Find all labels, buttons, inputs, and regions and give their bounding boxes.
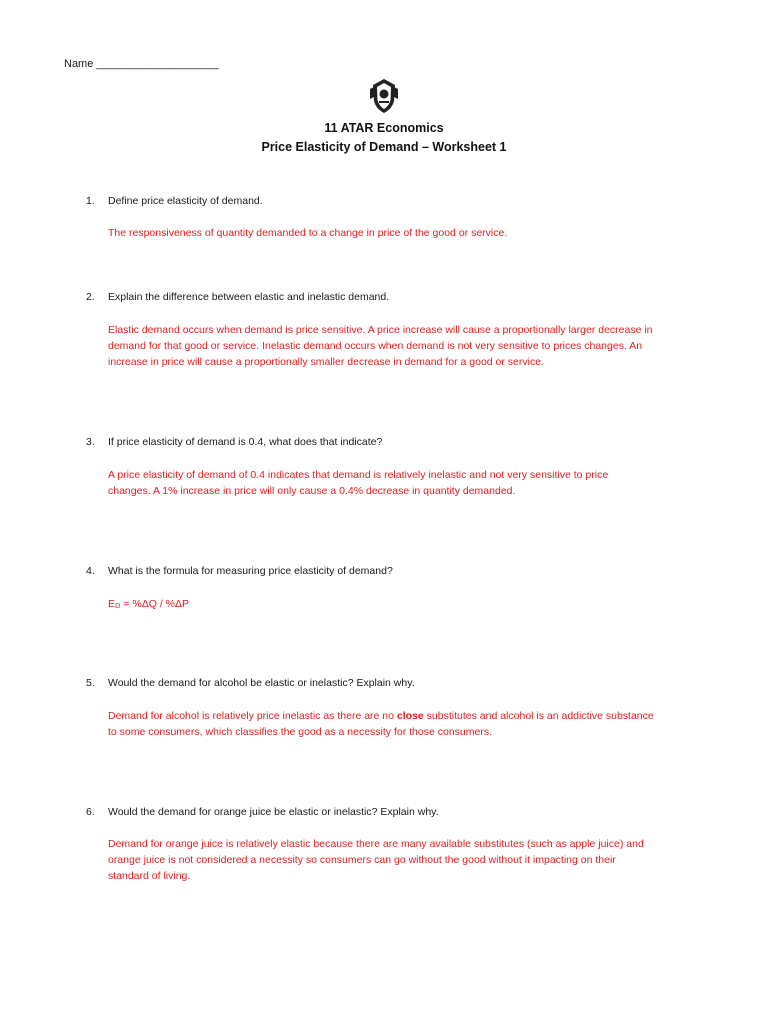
name-field-label: Name ____________________ — [64, 58, 219, 70]
answer-1 — [108, 225, 718, 241]
question-1 — [86, 195, 726, 207]
question-number: 5. — [86, 677, 95, 689]
answer-text: Demand for alcohol is relatively price inelastic as there are no — [108, 710, 397, 722]
question-number: 3. — [86, 436, 95, 448]
answer-line: increase in price will cause a proportionally smaller decrease in demand for a good or service. — [108, 356, 544, 368]
question-number: 2. — [86, 291, 95, 303]
answer-line: Elastic demand occurs when demand is price sensitive. A price increase will cause a proportionally larger decrease in — [108, 324, 653, 336]
answer-4-formula — [108, 596, 718, 614]
question-text: Would the demand for orange juice be elastic or inelastic? Explain why. — [108, 806, 439, 818]
answer-3 — [108, 467, 718, 499]
formula-symbol: E — [108, 598, 116, 610]
answer-line: to some consumers, which classifies the good as a necessity for those consumers. — [108, 726, 493, 738]
answer-6 — [108, 836, 718, 884]
answer-5 — [108, 708, 718, 740]
answer-text: substitutes and alcohol is an addictive substance — [423, 710, 654, 722]
question-number: 4. — [86, 565, 95, 577]
answer-2 — [108, 322, 718, 370]
emphasis-text: close — [396, 710, 424, 722]
answer-line: A price elasticity of demand of 0.4 indicates that demand is relatively inelastic and not very sensitive to price — [108, 469, 609, 481]
answer-line: demand for that good or service. Inelastic demand occurs when demand is not very sensitive to prices changes. An — [108, 340, 643, 352]
answer-line: Demand for orange juice is relatively elastic because there are many available substitutes (such as apple juice) and — [108, 838, 644, 850]
question-number: 1. — [86, 195, 95, 207]
answer-line: standard of living. — [108, 870, 191, 882]
worksheet-title: Price Elasticity of Demand – Worksheet 1 — [261, 140, 507, 154]
course-title: 11 ATAR Economics — [324, 121, 444, 135]
question-text: What is the formula for measuring price elasticity of demand? — [108, 565, 393, 577]
question-text: Define price elasticity of demand. — [108, 195, 263, 207]
question-2 — [86, 291, 726, 303]
question-text: Explain the difference between elastic and inelastic demand. — [108, 291, 390, 303]
formula-expression: = %ΔQ / %ΔP — [120, 598, 190, 610]
answer-line: orange juice is not considered a necessity so consumers can go without the good without it impacting on their — [108, 854, 616, 866]
answer-line: changes. A 1% increase in price will only cause a 0.4% decrease in quantity demanded. — [108, 485, 516, 497]
question-3 — [86, 436, 726, 448]
answer-line — [108, 708, 718, 724]
formula-subscript: D — [115, 601, 121, 610]
question-text: Would the demand for alcohol be elastic or inelastic? Explain why. — [108, 677, 415, 689]
question-4 — [86, 565, 726, 577]
question-number: 6. — [86, 806, 95, 818]
question-6 — [86, 806, 726, 818]
question-text: If price elasticity of demand is 0.4, what does that indicate? — [108, 436, 383, 448]
question-5 — [86, 677, 726, 689]
school-crest-icon — [369, 77, 399, 115]
answer-text: The responsiveness of quantity demanded to a change in price of the good or service. — [108, 227, 508, 239]
